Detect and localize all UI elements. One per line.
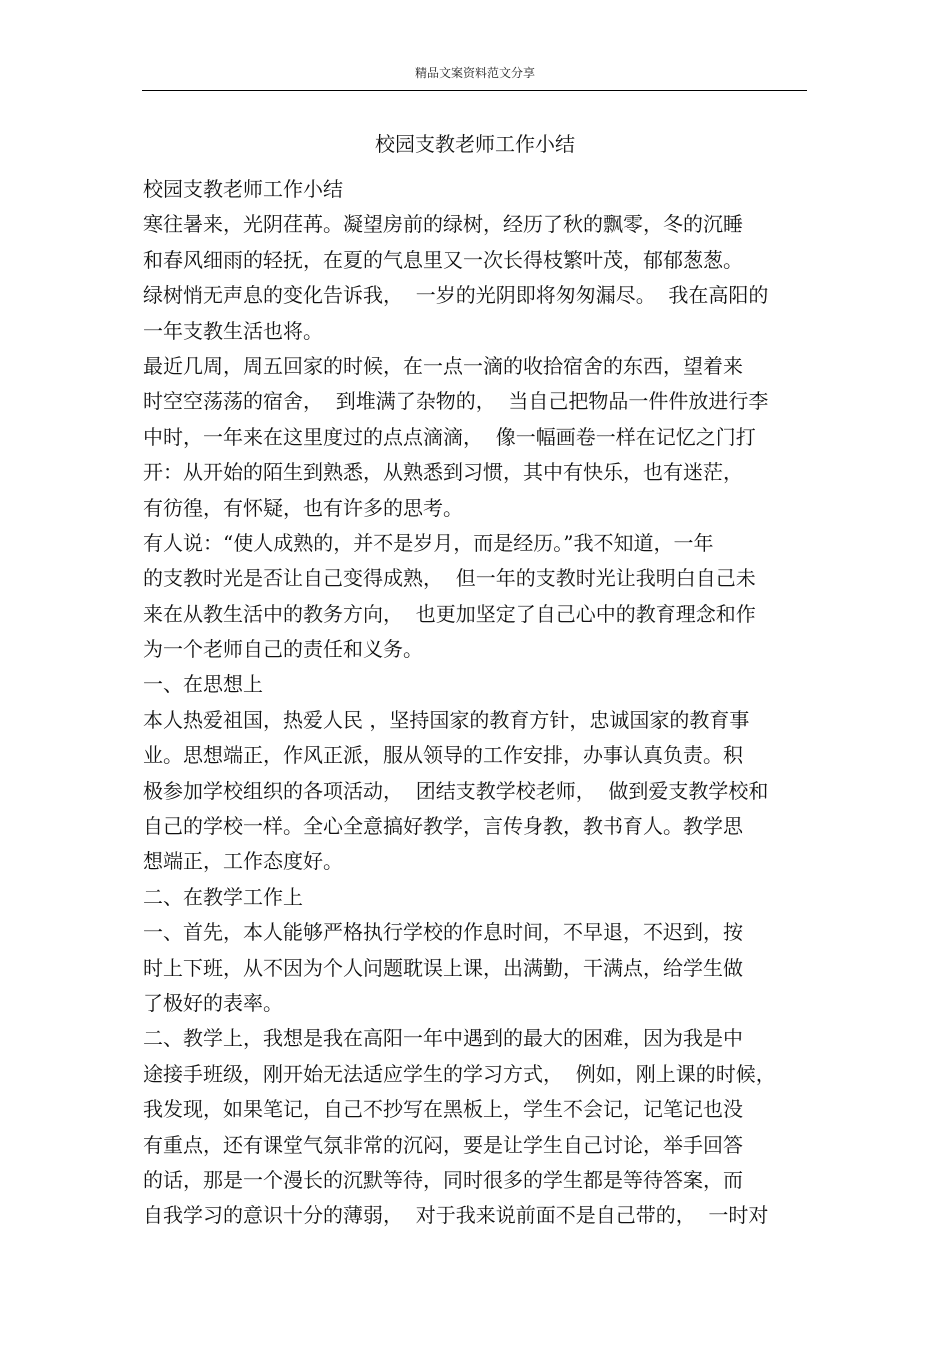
text-line: 最近几周，周五回家的时候，在一点一滴的收拾宿舍的东西，望着来 <box>143 353 743 378</box>
text-line: 校园支教老师工作小结 <box>143 177 343 201</box>
text-line: 有人说：“使人成熟的，并不是岁月，而是经历。”我不知道，一年 <box>143 530 714 555</box>
document-title: 校园支教老师工作小结 <box>375 132 575 156</box>
text-line: 和春风细雨的轻抚，在夏的气息里又一次长得枝繁叶茂，郁郁葱葱。 <box>143 247 743 272</box>
text-line: 有彷徨，有怀疑，也有许多的思考。 <box>143 495 463 520</box>
text-line: 绿树悄无声息的变化告诉我， 一岁的光阴即将匆匆漏尽。 我在高阳的 <box>143 283 769 308</box>
text-line: 的支教时光是否让自己变得成熟， 但一年的支教时光让我明白自己未 <box>143 566 756 591</box>
text-line: 二、教学上，我想是我在高阳一年中遇到的最大的困难，因为我是中 <box>143 1026 743 1051</box>
text-line: 自我学习的意识十分的薄弱， 对于我来说前面不是自己带的， 一时对 <box>143 1203 769 1228</box>
text-line: 寒往暑来，光阴荏苒。凝望房前的绿树，经历了秋的飘零，冬的沉睡 <box>143 212 743 237</box>
page-header-text: 精品文案资料范文分享 <box>414 66 535 80</box>
text-line: 一年支教生活也将。 <box>143 318 323 343</box>
text-line: 想端正，工作态度好。 <box>143 849 343 874</box>
text-line: 时空空荡荡的宿舍， 到堆满了杂物的， 当自己把物品一件件放进行李 <box>143 389 769 414</box>
text-line: 开：从开始的陌生到熟悉，从熟悉到习惯，其中有快乐，也有迷茫， <box>143 460 743 485</box>
text-line: 极参加学校组织的各项活动， 团结支教学校老师， 做到爱支教学校和 <box>143 778 769 803</box>
section-heading: 二、在教学工作上 <box>143 884 303 909</box>
text-line: 中时，一年来在这里度过的点点滴滴， 像一幅画卷一样在记忆之门打 <box>143 424 756 449</box>
document-body <box>143 172 813 1234</box>
text-line: 本人热爱祖国，热爱人民 ，坚持国家的教育方针，忠诚国家的教育事 <box>143 707 750 732</box>
text-line: 我发现，如果笔记，自己不抄写在黑板上，学生不会记，记笔记也没 <box>143 1097 743 1122</box>
text-line: 为一个老师自己的责任和义务。 <box>143 637 423 662</box>
text-line: 业。思想端正，作风正派，服从领导的工作安排，办事认真负责。积 <box>143 743 743 768</box>
text-line: 的话，那是一个漫长的沉默等待，同时很多的学生都是等待答案，而 <box>143 1167 743 1192</box>
text-line: 一、首先，本人能够严格执行学校的作息时间，不早退，不迟到，按 <box>143 920 743 945</box>
text-line: 自己的学校一样。全心全意搞好教学，言传身教，教书育人。教学思 <box>143 814 743 839</box>
text-line: 有重点，还有课堂气氛非常的沉闷，要是让学生自己讨论，举手回答 <box>143 1132 743 1157</box>
text-line: 来在从教生活中的教务方向， 也更加坚定了自己心中的教育理念和作 <box>143 601 756 626</box>
text-line: 了极好的表率。 <box>143 990 283 1015</box>
header-divider <box>142 90 807 91</box>
text-line: 时上下班，从不因为个人问题耽误上课，出满勤，干满点，给学生做 <box>143 955 743 980</box>
text-line: 途接手班级，刚开始无法适应学生的学习方式， 例如，刚上课的时候， <box>143 1061 776 1086</box>
section-heading: 一、在思想上 <box>143 672 263 697</box>
